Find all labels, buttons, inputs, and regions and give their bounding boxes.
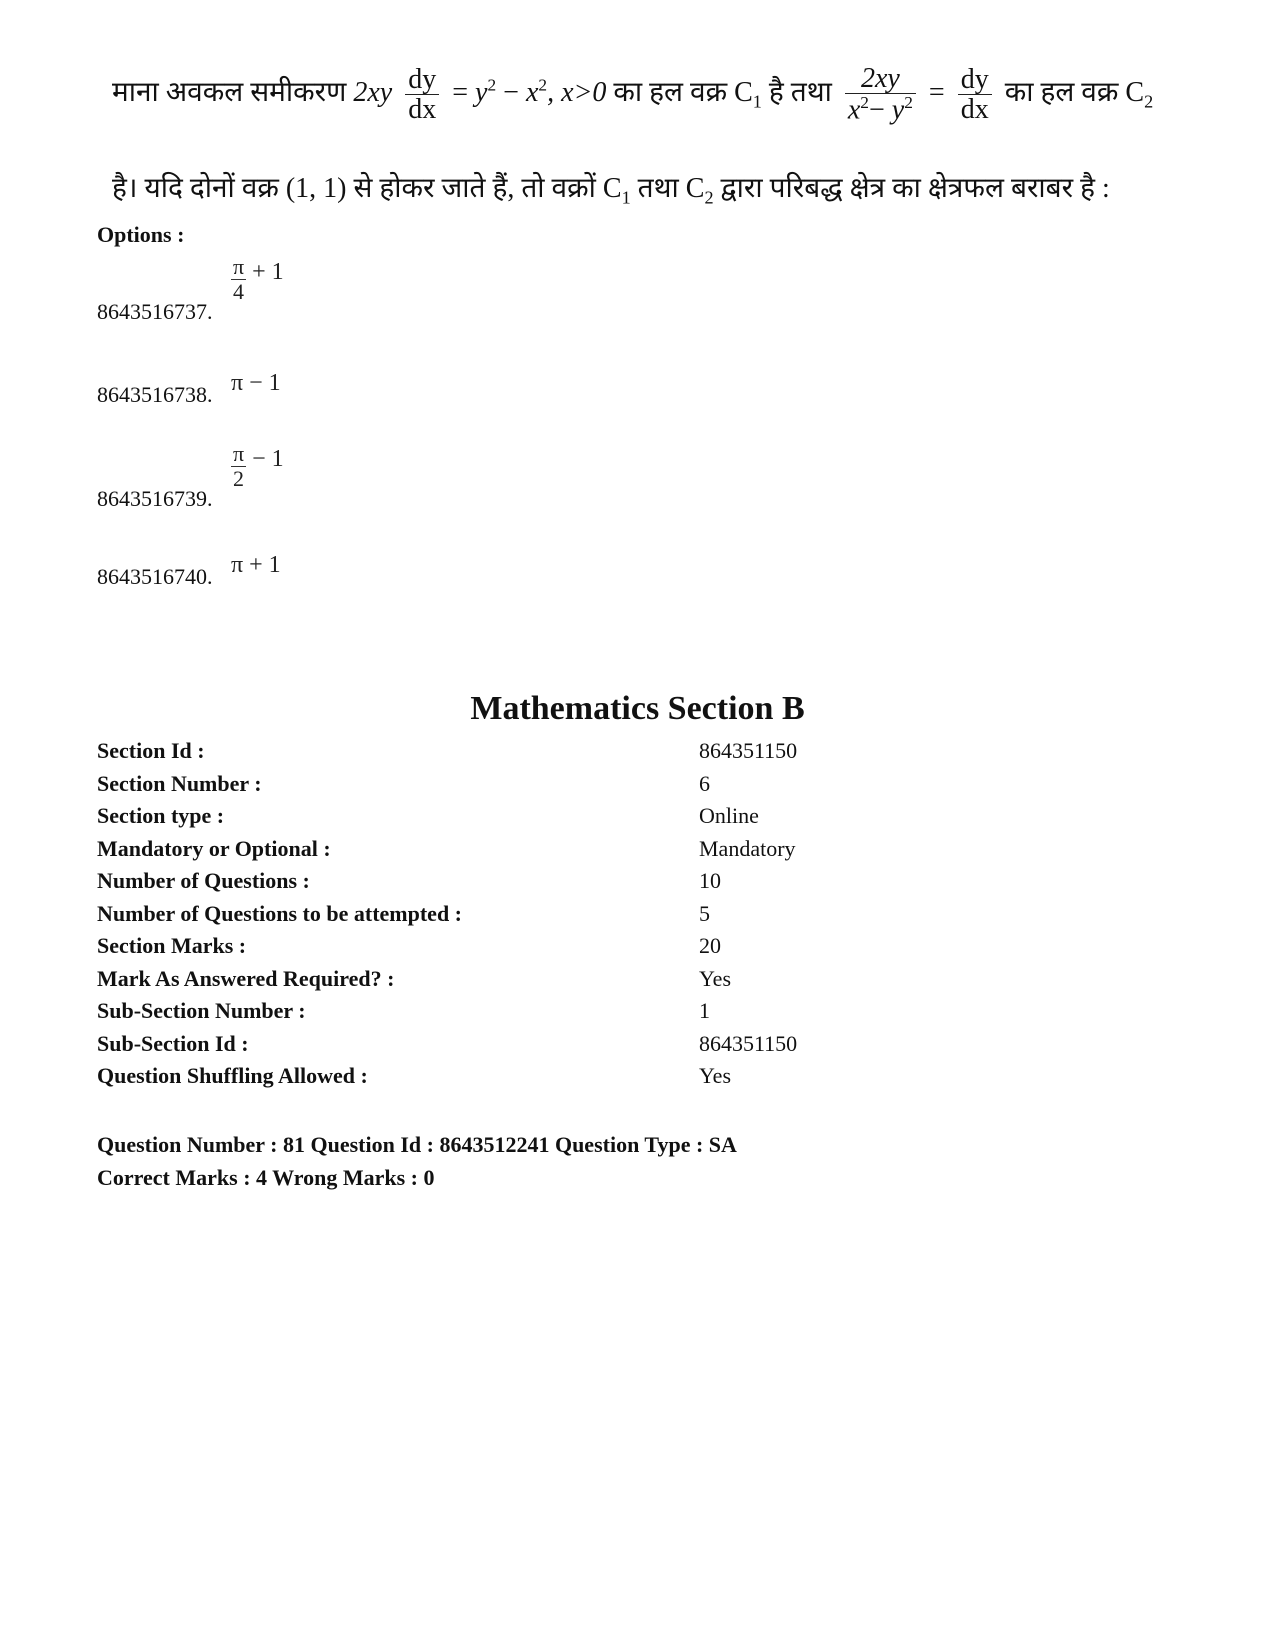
fraction-denominator — [845, 94, 916, 125]
info-value: Mandatory — [699, 836, 796, 861]
info-key: Mark As Answered Required? : — [97, 966, 395, 991]
info-key: Question Shuffling Allowed : — [97, 1063, 368, 1088]
fraction-2xy-over — [845, 64, 916, 125]
rhs-y-exponent: 2 — [487, 75, 497, 95]
info-key: Section type : — [97, 803, 225, 828]
curve-c2 — [685, 173, 714, 208]
question-meta-line-2: Correct Marks : 4 Wrong Marks : 0 — [97, 1165, 435, 1190]
info-row-mandatory — [97, 836, 1197, 870]
fraction-dy-dx — [405, 65, 439, 125]
rhs-x: x — [525, 77, 539, 109]
option-id: 8643516738. — [97, 382, 213, 407]
question-line-1 — [112, 64, 1153, 125]
info-value: 10 — [699, 868, 721, 893]
coef-2xy: 2xy — [353, 77, 393, 109]
info-row-section-type — [97, 803, 1197, 837]
option-id: 8643516740. — [97, 564, 213, 589]
info-row-section-id — [97, 738, 1197, 772]
info-value: 20 — [699, 933, 721, 958]
info-key: Section Marks : — [97, 933, 247, 958]
info-value: 864351150 — [699, 738, 798, 763]
den-y-exponent: 2 — [904, 93, 913, 113]
info-row-sub-section-id — [97, 1031, 1197, 1065]
info-key: Sub-Section Id : — [97, 1031, 249, 1056]
curve-c1 — [602, 173, 631, 208]
den-x: x — [847, 94, 861, 126]
mid-text-3: का हल वक्र — [1004, 77, 1119, 109]
curve-letter: C — [1125, 77, 1145, 109]
mid-text-1: का हल वक्र — [613, 77, 728, 109]
curve-subscript: 2 — [704, 187, 714, 208]
fraction-denominator: 2 — [233, 466, 245, 492]
rhs-x-exponent: 2 — [538, 75, 548, 95]
options-label: Options : — [97, 222, 185, 247]
info-row-mark-as-answered — [97, 966, 1197, 1000]
minus-sign: − — [503, 77, 519, 109]
option-expression — [231, 255, 284, 304]
info-value: Online — [699, 803, 759, 828]
curve-c2 — [1125, 77, 1154, 112]
fraction-denominator: 4 — [233, 279, 245, 305]
info-key: Section Number : — [97, 771, 262, 796]
info-key: Number of Questions : — [97, 868, 310, 893]
curve-letter: C — [734, 77, 753, 109]
info-value: 1 — [699, 998, 710, 1023]
question-line-2 — [112, 168, 1110, 208]
fraction-numerator: dy — [958, 65, 992, 95]
fraction-dy-dx-2 — [958, 65, 992, 125]
info-key: Mandatory or Optional : — [97, 836, 331, 861]
option-expression: π + 1 — [231, 552, 281, 578]
info-key: Section Id : — [97, 738, 205, 763]
option-id: 8643516737. — [97, 299, 213, 324]
den-minus: − — [868, 94, 892, 126]
option-rest: − 1 — [252, 446, 284, 473]
condition-text: , x>0 — [547, 77, 607, 109]
option-fraction — [231, 442, 246, 491]
option-fraction — [231, 255, 246, 304]
curve-subscript: 1 — [621, 187, 631, 208]
question-lead-text: माना अवकल समीकरण — [112, 77, 347, 109]
question-text-part2: द्वारा परिबद्ध क्षेत्र का क्षेत्रफल बराबर है : — [720, 173, 1110, 204]
option-id: 8643516739. — [97, 486, 213, 511]
info-value: Yes — [699, 966, 732, 991]
question-text-part1: है। यदि दोनों वक्र (1, 1) से होकर जाते हैं, तो वक्रों — [112, 173, 596, 204]
equals-sign: = — [452, 77, 469, 109]
info-row-section-number — [97, 771, 1197, 805]
fraction-numerator: 2xy — [845, 64, 916, 94]
option-rest: + 1 — [252, 259, 284, 286]
fraction-numerator: π — [233, 254, 245, 279]
question-meta-line-1: Question Number : 81 Question Id : 8643512241 Question Type : SA — [97, 1132, 737, 1157]
question-text-mid: तथा — [637, 173, 679, 204]
info-value: 864351150 — [699, 1031, 798, 1056]
option-expression: π − 1 — [231, 370, 281, 396]
info-value: Yes — [699, 1063, 732, 1088]
info-key: Sub-Section Number : — [97, 998, 306, 1023]
curve-letter: C — [602, 173, 622, 204]
info-row-section-marks — [97, 933, 1197, 967]
rhs-y: y — [475, 77, 488, 109]
curve-letter: C — [685, 173, 705, 204]
info-row-sub-section-number — [97, 998, 1197, 1032]
fraction-denominator: dx — [960, 94, 989, 126]
info-value: 5 — [699, 901, 710, 926]
fraction-denominator: dx — [408, 94, 437, 126]
curve-subscript: 1 — [752, 91, 762, 112]
den-y: y — [891, 94, 905, 126]
info-value: 6 — [699, 771, 710, 796]
section-title: Mathematics Section B — [470, 690, 805, 727]
info-key: Number of Questions to be attempted : — [97, 901, 463, 926]
mid-text-2: है तथा — [768, 77, 832, 109]
curve-subscript: 2 — [1144, 91, 1154, 112]
curve-c1 — [734, 77, 762, 112]
den-x-exponent: 2 — [860, 93, 869, 113]
info-row-question-shuffling — [97, 1063, 1197, 1097]
option-expression — [231, 442, 284, 491]
fraction-numerator: π — [233, 441, 245, 466]
info-row-questions-to-attempt — [97, 901, 1197, 935]
fraction-numerator: dy — [405, 65, 439, 95]
info-row-number-of-questions — [97, 868, 1197, 902]
equals-sign-2: = — [928, 77, 945, 109]
